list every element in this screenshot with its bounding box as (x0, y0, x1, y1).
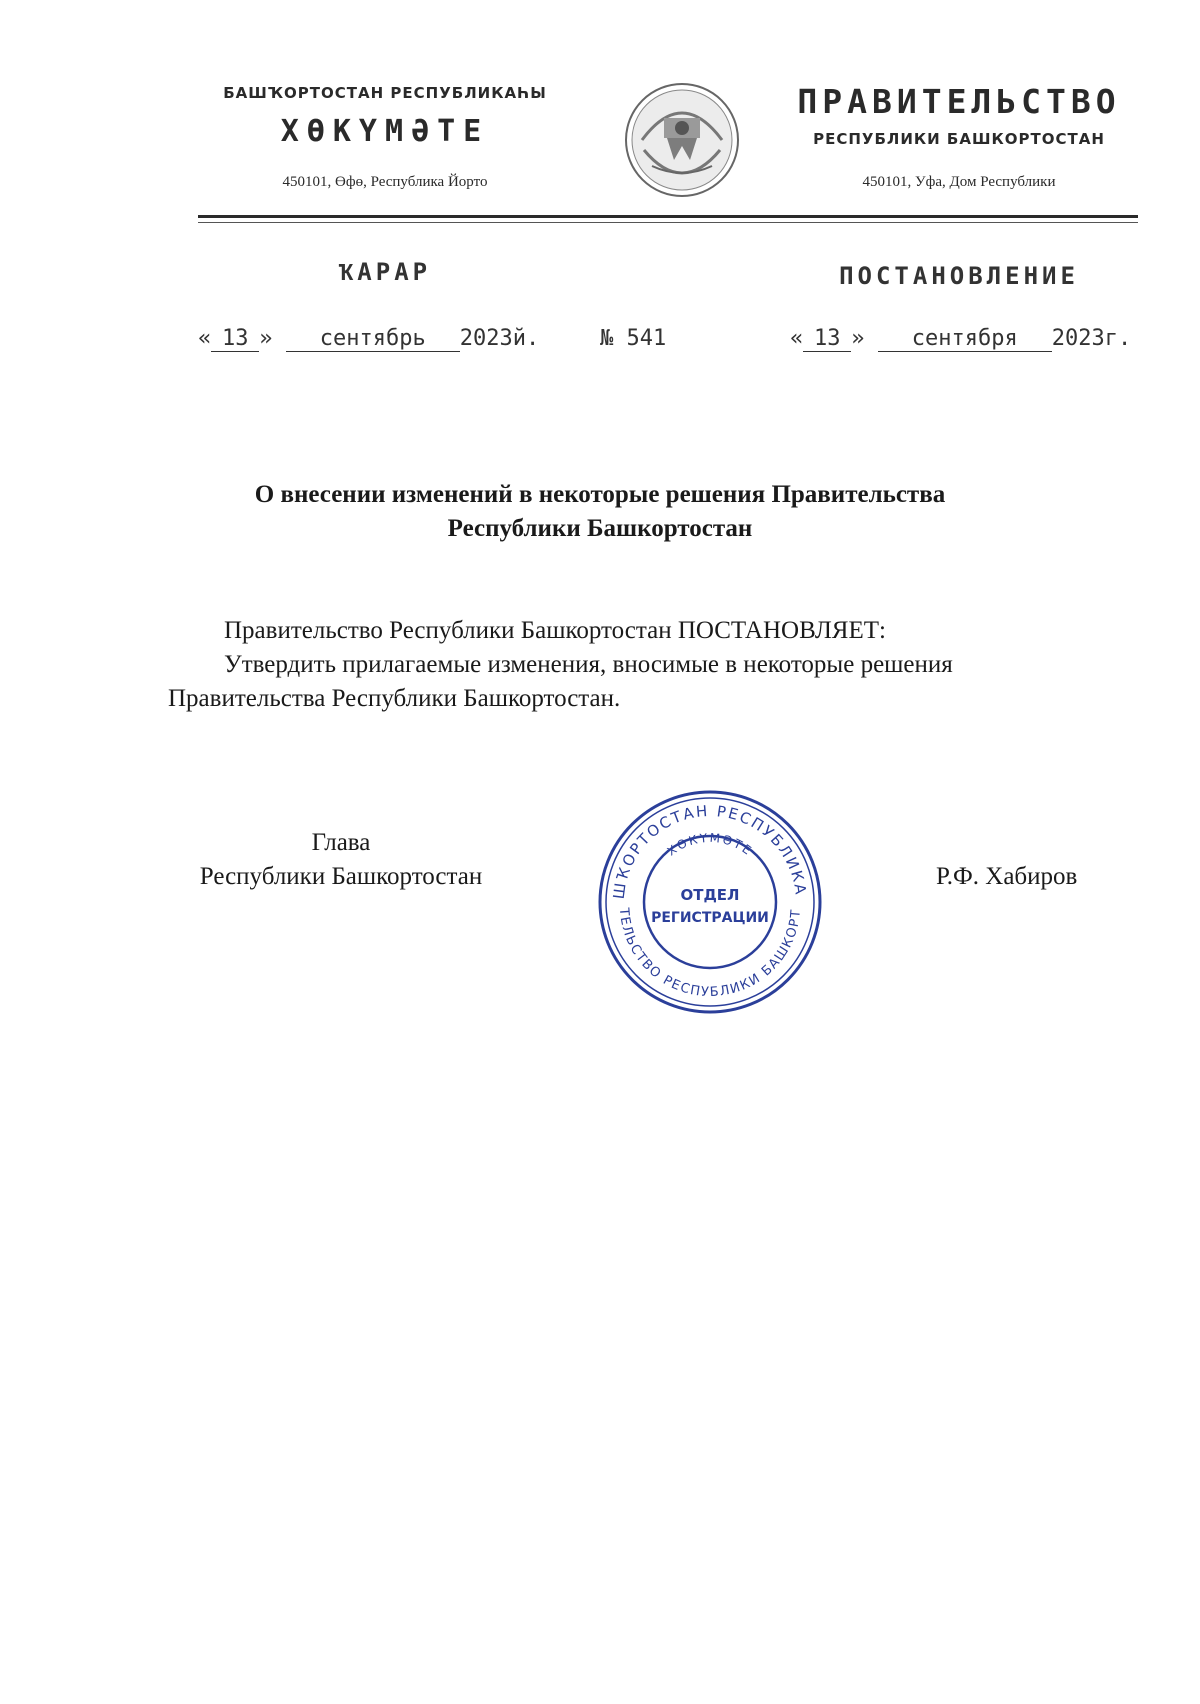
stamp-center-line1: ОТДЕЛ (680, 886, 740, 904)
document-title-line1: О внесении изменений в некоторые решения Правительства (254, 481, 946, 508)
registration-stamp (596, 788, 824, 1016)
doc-type-right: ПОСТАНОВЛЕНИЕ (839, 262, 1079, 290)
body-paragraph-2-line1: Утвердить прилагаемые изменения, вносимые в некоторые решения (224, 651, 953, 678)
letterhead-right-address: 450101, Уфа, Дом Республики (862, 174, 1056, 190)
letterhead-left-address: 450101, Өфө, Республика Йорто (282, 174, 488, 190)
signature-name: Р.Ф. Хабиров (936, 863, 1078, 890)
stamp-outer-top: ШҠОРТОСТАН РЕСПУБЛИКА (609, 801, 810, 901)
header-divider-thick (198, 215, 1138, 218)
date-right: « 13 » сентября 2023г. (790, 326, 1132, 351)
header-divider-thin (198, 222, 1138, 223)
stamp-outer-bottom: ТЕЛЬСТВО РЕСПУБЛИКИ БАШКОРТ (615, 907, 805, 1001)
doc-type-left: ҠАРАР (338, 258, 432, 286)
date-left-day: 13 (211, 326, 259, 352)
stamp-outer-top2: ХӨКҮМӘТЕ (664, 830, 756, 859)
letterhead-left-line2: ХӨКҮМӘТЕ (280, 114, 490, 149)
date-right-month: сентября (878, 326, 1052, 352)
body-paragraph-2-line2: Правительства Республики Башкортостан. (168, 685, 621, 712)
date-left-year: 2023й. (459, 326, 540, 351)
document-title-line2: Республики Башкортостан (447, 515, 753, 542)
signature-position-line2: Республики Башкортостан (199, 863, 483, 890)
date-left-month: сентябрь (286, 326, 460, 352)
stamp-center-line2: РЕГИСТРАЦИИ (651, 910, 769, 926)
letterhead-left-line1: БАШҠОРТОСТАН РЕСПУБЛИКАҺЫ (223, 84, 547, 102)
decree-number: № 541 (600, 326, 667, 351)
coat-of-arms-emblem (622, 76, 742, 204)
date-right-day: 13 (803, 326, 851, 352)
letterhead-right-line2: РЕСПУБЛИКИ БАШКОРТОСТАН (813, 130, 1105, 148)
date-right-year: 2023г. (1051, 326, 1132, 351)
signature-position-line1: Глава (311, 829, 371, 856)
date-left: « 13 » сентябрь 2023й. (198, 326, 540, 351)
body-paragraph-1: Правительство Республики Башкортостан ПОСТАНОВЛЯЕТ: (224, 617, 886, 644)
letterhead-right-line1: ПРАВИТЕЛЬСТВО (797, 82, 1121, 121)
